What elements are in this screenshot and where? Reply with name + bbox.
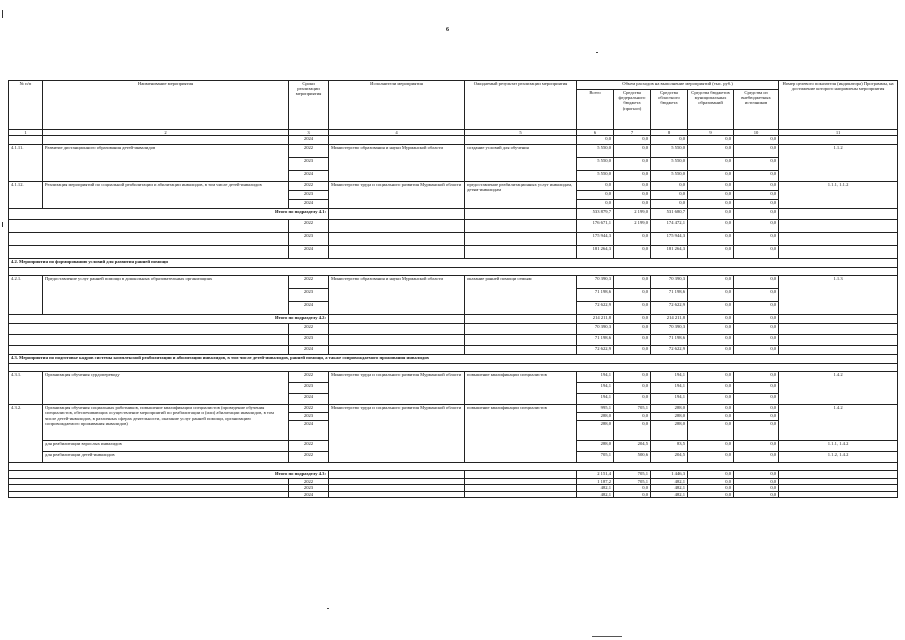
regional-cell: 174 472,1: [651, 220, 688, 233]
federal-cell: 2 199,0: [614, 220, 651, 233]
municipal-cell: 0,0: [688, 471, 734, 479]
total-cell: 288,0: [577, 421, 614, 441]
colnum: 11: [779, 130, 898, 136]
federal-cell: 0,0: [614, 158, 651, 171]
result-cell: повышение квалификации специалистов: [465, 372, 577, 405]
total-cell: 288,0: [577, 413, 614, 421]
municipal-cell: 0,0: [688, 383, 734, 394]
offbudget-cell: 0,0: [734, 441, 779, 452]
offbudget-cell: 0,0: [734, 324, 779, 335]
federal-cell: 0,0: [614, 335, 651, 346]
executor-cell: Министерство труда и социального развития Мурманской области: [329, 405, 465, 463]
year-cell: 2022: [289, 182, 329, 191]
offbudget-cell: 0,0: [734, 413, 779, 421]
indicator-cell: 1.1.2: [779, 145, 898, 182]
federal-cell: 0,0: [614, 302, 651, 315]
year-cell: 2022: [289, 452, 329, 463]
subtotal-year-row: [9, 246, 898, 259]
total-cell: 70 390,3: [577, 324, 614, 335]
federal-cell: 0,0: [614, 413, 651, 421]
subtotal-label: Итого по подразделу 4.3:: [9, 471, 329, 479]
offbudget-cell: 0,0: [734, 405, 779, 413]
federal-cell: 0,0: [614, 171, 651, 182]
federal-cell: 0,0: [614, 372, 651, 383]
total-cell: 214 211,8: [577, 315, 614, 324]
total-cell: 181 264,3: [577, 246, 614, 259]
year-cell: 2024: [289, 394, 329, 405]
offbudget-cell: 0,0: [734, 372, 779, 383]
header-regional: Средства областного бюджета: [651, 90, 688, 130]
indicator-cell: 1.1.2, 1.4.2: [779, 452, 898, 463]
regional-cell: 71 198,6: [651, 289, 688, 302]
municipal-cell: 0,0: [688, 276, 734, 289]
total-cell: 5 550,0: [577, 145, 614, 158]
municipal-cell: 0,0: [688, 158, 734, 171]
total-cell: 194,1: [577, 383, 614, 394]
scan-speck: [596, 52, 598, 53]
regional-cell: 482,1: [651, 491, 688, 497]
year-cell: 2022: [289, 479, 329, 485]
year-cell: 2022: [289, 372, 329, 383]
num-cell: 4.2.1.: [9, 276, 43, 315]
executor-cell: Министерство образования и науки Мурманской области: [329, 145, 465, 182]
colnum: 9: [688, 130, 734, 136]
municipal-cell: 0,0: [688, 441, 734, 452]
federal-cell: 0,0: [614, 383, 651, 394]
municipal-cell: 0,0: [688, 413, 734, 421]
federal-cell: 204,5: [614, 441, 651, 452]
regional-cell: 1 446,3: [651, 471, 688, 479]
num-cell: 4.3.2.: [9, 405, 43, 463]
regional-cell: 0,0: [651, 191, 688, 200]
year-cell: 2022: [289, 405, 329, 413]
offbudget-cell: 0,0: [734, 289, 779, 302]
offbudget-cell: 0,0: [734, 383, 779, 394]
offbudget-cell: 0,0: [734, 145, 779, 158]
indicator-cell: 1.1.3: [779, 276, 898, 315]
municipal-cell: 0,0: [688, 136, 734, 145]
year-cell: 2023: [289, 335, 329, 346]
offbudget-cell: 0,0: [734, 276, 779, 289]
municipal-cell: 0,0: [688, 182, 734, 191]
regional-cell: 72 622,9: [651, 346, 688, 355]
subtotal-row: [9, 209, 898, 220]
offbudget-cell: 0,0: [734, 182, 779, 191]
federal-cell: 0,0: [614, 145, 651, 158]
colnum: 2: [43, 130, 289, 136]
offbudget-cell: 0,0: [734, 158, 779, 171]
executor-cell: Министерство труда и социального развития Мурманской области: [329, 372, 465, 405]
total-cell: 2 151,4: [577, 471, 614, 479]
header-term: Сроки реализации мероприятия: [289, 81, 329, 130]
total-cell: 995,1: [577, 405, 614, 413]
header-indicator: Номер целевого показателя (индикатора) Программы, на достижение которого направлены мероприятия: [779, 81, 898, 130]
table-row: [9, 405, 898, 413]
offbudget-cell: 0,0: [734, 200, 779, 209]
federal-cell: 0,0: [614, 346, 651, 355]
total-cell: 1 187,2: [577, 479, 614, 485]
year-cell: 2022: [289, 324, 329, 335]
regional-cell: 288,0: [651, 421, 688, 441]
name-cell: для реабилитации детей-инвалидов: [43, 452, 289, 463]
regional-cell: 5 550,0: [651, 145, 688, 158]
total-cell: 176 671,1: [577, 220, 614, 233]
year-cell: 2022: [289, 441, 329, 452]
municipal-cell: 0,0: [688, 372, 734, 383]
header-municipal: Средства бюджетов муниципальных образований: [688, 90, 734, 130]
header-total: Всего: [577, 90, 614, 130]
subtotal-row: [9, 315, 898, 324]
total-cell: 533 879,7: [577, 209, 614, 220]
federal-cell: 0,0: [614, 491, 651, 497]
colnum: 10: [734, 130, 779, 136]
regional-cell: 5 550,0: [651, 171, 688, 182]
offbudget-cell: 0,0: [734, 485, 779, 491]
regional-cell: 175 944,3: [651, 233, 688, 246]
regional-cell: 0,0: [651, 200, 688, 209]
indicator-cell: 1.4.2: [779, 372, 898, 405]
municipal-cell: 0,0: [688, 145, 734, 158]
regional-cell: 5 550,0: [651, 158, 688, 171]
total-cell: 0,0: [577, 191, 614, 200]
table-row: [9, 372, 898, 383]
section-title: 4.3. Мероприятия по подготовке кадров системы комплексной реабилитации и абилитации инвалидов, в том числе детей-инвалидов, ранней помощи, а также сопровождаемого проживания инвалидов: [9, 355, 898, 364]
offbudget-cell: 0,0: [734, 246, 779, 259]
subtotal-year-row: [9, 346, 898, 355]
offbudget-cell: 0,0: [734, 302, 779, 315]
subtotal-year-row: [9, 491, 898, 497]
federal-cell: 0,0: [614, 233, 651, 246]
name-cell: Организация обучения сурдопереводу: [43, 372, 289, 405]
section-row: [9, 259, 898, 268]
total-cell: 72 622,9: [577, 302, 614, 315]
municipal-cell: 0,0: [688, 200, 734, 209]
year-cell: 2024: [289, 200, 329, 209]
executor-cell: Министерство труда и социального развития Мурманской области: [329, 182, 465, 209]
header-volume: Объем расходов на выполнение мероприятий (тыс. руб.): [577, 81, 779, 90]
regional-cell: 194,1: [651, 383, 688, 394]
federal-cell: 0,0: [614, 289, 651, 302]
table-row: [9, 136, 898, 145]
subtotal-row: [9, 471, 898, 479]
municipal-cell: 0,0: [688, 289, 734, 302]
total-cell: 288,0: [577, 441, 614, 452]
total-cell: 0,0: [577, 200, 614, 209]
federal-cell: 500,6: [614, 452, 651, 463]
offbudget-cell: 0,0: [734, 220, 779, 233]
year-cell: 2023: [289, 233, 329, 246]
federal-cell: 0,0: [614, 136, 651, 145]
indicator-cell: 1.4.2: [779, 405, 898, 441]
name-cell: Реализация мероприятий по социальной реабилитации и абилитации инвалидов, в том числе детей-инвалидов: [43, 182, 289, 209]
offbudget-cell: 0,0: [734, 394, 779, 405]
year-cell: 2024: [289, 421, 329, 441]
year-cell: 2023: [289, 158, 329, 171]
regional-cell: 482,1: [651, 479, 688, 485]
offbudget-cell: 0,0: [734, 335, 779, 346]
colnum: 6: [577, 130, 614, 136]
result-cell: предоставление реабилитационных услуг инвалидам, детям-инвалидам: [465, 182, 577, 209]
indicator-cell: 1.1.1, 1.1.2: [779, 182, 898, 209]
municipal-cell: 0,0: [688, 324, 734, 335]
municipal-cell: 0,0: [688, 335, 734, 346]
total-cell: 0,0: [577, 136, 614, 145]
municipal-cell: 0,0: [688, 421, 734, 441]
municipal-cell: 0,0: [688, 191, 734, 200]
total-cell: 72 622,9: [577, 346, 614, 355]
municipal-cell: 0,0: [688, 479, 734, 485]
scan-speck: [327, 608, 329, 609]
federal-cell: 0,0: [614, 315, 651, 324]
regional-cell: 204,5: [651, 452, 688, 463]
regional-cell: 83,5: [651, 441, 688, 452]
table-row: [9, 182, 898, 191]
regional-cell: 0,0: [651, 136, 688, 145]
table-row: [9, 276, 898, 289]
subtotal-label: Итого по подразделу 4.1:: [9, 209, 329, 220]
year-cell: 2023: [289, 191, 329, 200]
header-federal: Средства федерального бюджета (прогноз): [614, 90, 651, 130]
name-cell: Организация обучения социальных работников, повышение квалификации специалистов (проведение обучения специалистов, обеспечивающих осуществление мероприятий по реабилитации и (или) абилитации инвалидов, в том числе детей-инвалидов, в различных сферах деятельности, оказание услуг ранней помощи, организацию сопровождаемого проживания инвалидов): [43, 405, 289, 441]
municipal-cell: 0,0: [688, 171, 734, 182]
municipal-cell: 0,0: [688, 346, 734, 355]
municipal-cell: 0,0: [688, 209, 734, 220]
year-cell: 2022: [289, 145, 329, 158]
federal-cell: 705,1: [614, 405, 651, 413]
offbudget-cell: 0,0: [734, 471, 779, 479]
total-cell: 71 198,6: [577, 335, 614, 346]
offbudget-cell: 0,0: [734, 452, 779, 463]
offbudget-cell: 0,0: [734, 191, 779, 200]
municipal-cell: 0,0: [688, 246, 734, 259]
colnum: 5: [465, 130, 577, 136]
municipal-cell: 0,0: [688, 491, 734, 497]
municipal-cell: 0,0: [688, 485, 734, 491]
regional-cell: 70 390,3: [651, 276, 688, 289]
year-cell: 2024: [289, 136, 329, 145]
year-cell: 2023: [289, 383, 329, 394]
offbudget-cell: 0,0: [734, 171, 779, 182]
federal-cell: 0,0: [614, 246, 651, 259]
year-cell: 2022: [289, 220, 329, 233]
total-cell: 0,0: [577, 182, 614, 191]
regional-cell: 214 211,8: [651, 315, 688, 324]
offbudget-cell: 0,0: [734, 421, 779, 441]
regional-cell: 0,0: [651, 182, 688, 191]
offbudget-cell: 0,0: [734, 315, 779, 324]
subtotal-year-row: [9, 220, 898, 233]
header-result: Ожидаемый результат реализации мероприятия: [465, 81, 577, 130]
municipal-cell: 0,0: [688, 394, 734, 405]
regional-cell: 288,0: [651, 405, 688, 413]
name-cell: Предоставление услуг ранней помощи в дошкольных образовательных организациях: [43, 276, 289, 315]
header-num: № п/п: [9, 81, 43, 130]
subtotal-year-row: [9, 335, 898, 346]
regional-cell: 70 390,3: [651, 324, 688, 335]
colnum: 3: [289, 130, 329, 136]
executor-cell: Министерство образования и науки Мурманской области: [329, 276, 465, 315]
total-cell: 482,1: [577, 491, 614, 497]
municipal-cell: 0,0: [688, 220, 734, 233]
total-cell: 194,1: [577, 372, 614, 383]
spacer-row: [9, 268, 898, 276]
municipal-cell: 0,0: [688, 302, 734, 315]
offbudget-cell: 0,0: [734, 136, 779, 145]
regional-cell: 194,1: [651, 394, 688, 405]
year-cell: 2024: [289, 246, 329, 259]
header-executor: Исполнители мероприятия: [329, 81, 465, 130]
federal-cell: 0,0: [614, 324, 651, 335]
total-cell: 5 550,0: [577, 171, 614, 182]
offbudget-cell: 0,0: [734, 346, 779, 355]
total-cell: 5 550,0: [577, 158, 614, 171]
municipal-cell: 0,0: [688, 233, 734, 246]
name-cell: Развитие дистанционного образования детей-инвалидов: [43, 145, 289, 182]
offbudget-cell: 0,0: [734, 479, 779, 485]
federal-cell: 0,0: [614, 200, 651, 209]
year-cell: 2024: [289, 491, 329, 497]
year-cell: 2022: [289, 276, 329, 289]
regional-cell: 72 622,9: [651, 302, 688, 315]
colnum: 1: [9, 130, 43, 136]
header-offbudget: Средства из внебюджетных источников: [734, 90, 779, 130]
total-cell: 482,1: [577, 485, 614, 491]
name-cell: для реабилитации взрослых инвалидов: [43, 441, 289, 452]
offbudget-cell: 0,0: [734, 209, 779, 220]
year-cell: 2023: [289, 485, 329, 491]
total-cell: 175 944,3: [577, 233, 614, 246]
header-row: [9, 81, 898, 90]
year-cell: 2023: [289, 413, 329, 421]
num-cell: 4.1.12.: [9, 182, 43, 209]
federal-cell: 0,0: [614, 421, 651, 441]
municipal-cell: 0,0: [688, 315, 734, 324]
total-cell: 705,1: [577, 452, 614, 463]
offbudget-cell: 0,0: [734, 491, 779, 497]
total-cell: 70 390,3: [577, 276, 614, 289]
page-number: 6: [446, 27, 449, 33]
scan-margin-mark: [2, 10, 3, 18]
federal-cell: 0,0: [614, 394, 651, 405]
subtotal-year-row: [9, 324, 898, 335]
year-cell: 2024: [289, 171, 329, 182]
spacer-row: [9, 364, 898, 372]
table-row: [9, 145, 898, 158]
year-cell: 2024: [289, 302, 329, 315]
num-cell: 4.1.11.: [9, 145, 43, 182]
header-name: Наименование мероприятия: [43, 81, 289, 130]
subtotal-label: Итого по подразделу 4.2:: [9, 315, 329, 324]
section-title: 4.2. Мероприятия по формированию условий для развития ранней помощи: [9, 259, 898, 268]
municipal-cell: 0,0: [688, 452, 734, 463]
municipal-cell: 0,0: [688, 405, 734, 413]
scan-margin-mark: [2, 222, 3, 227]
total-cell: 194,1: [577, 394, 614, 405]
section-row: [9, 355, 898, 364]
year-cell: 2024: [289, 346, 329, 355]
federal-cell: 0,0: [614, 182, 651, 191]
scan-footer-mark: [592, 636, 622, 637]
federal-cell: 705,1: [614, 479, 651, 485]
result-cell: оказание ранней помощи семьям: [465, 276, 577, 315]
program-measures-table: [8, 80, 898, 498]
federal-cell: 0,0: [614, 276, 651, 289]
federal-cell: 0,0: [614, 191, 651, 200]
total-cell: 71 198,6: [577, 289, 614, 302]
year-cell: 2023: [289, 289, 329, 302]
result-cell: создание условий для обучения: [465, 145, 577, 182]
num-cell: 4.3.1.: [9, 372, 43, 405]
colnum: 8: [651, 130, 688, 136]
regional-cell: 482,1: [651, 485, 688, 491]
offbudget-cell: 0,0: [734, 233, 779, 246]
subtotal-year-row: [9, 233, 898, 246]
federal-cell: 0,0: [614, 485, 651, 491]
regional-cell: 531 680,7: [651, 209, 688, 220]
regional-cell: 181 264,3: [651, 246, 688, 259]
federal-cell: 2 199,0: [614, 209, 651, 220]
result-cell: повышение квалификации специалистов: [465, 405, 577, 463]
spacer-row: [9, 463, 898, 471]
regional-cell: 71 198,6: [651, 335, 688, 346]
federal-cell: 705,1: [614, 471, 651, 479]
indicator-cell: 1.1.1, 1.4.2: [779, 441, 898, 452]
colnum: 4: [329, 130, 465, 136]
colnum: 7: [614, 130, 651, 136]
regional-cell: 194,1: [651, 372, 688, 383]
regional-cell: 288,0: [651, 413, 688, 421]
